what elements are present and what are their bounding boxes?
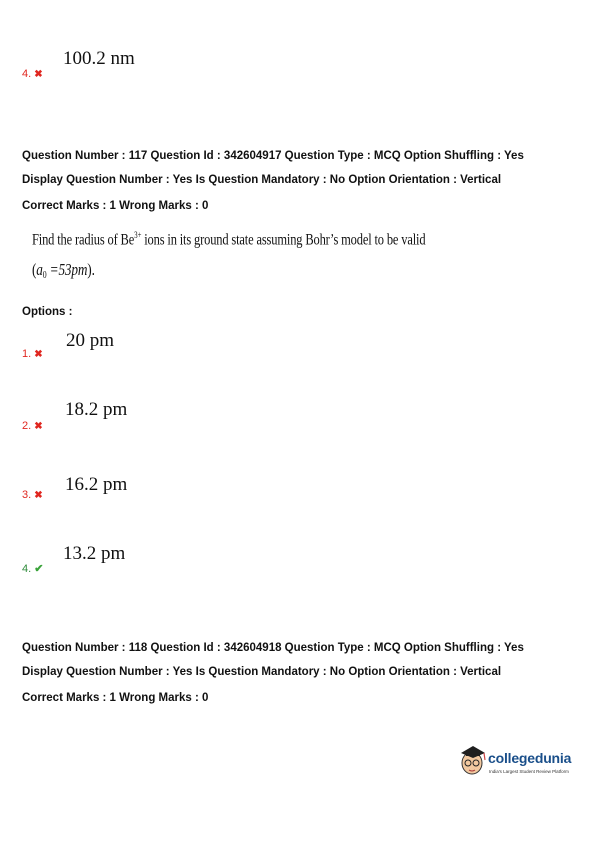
options-label: Options : [22,306,73,318]
cross-icon: ✖ [34,349,43,360]
option-number: 4. ✔ [22,563,44,575]
question-meta-line2: Display Question Number : Yes Is Question Mandatory : No Option Orientation : Vertical [22,666,502,678]
collegedunia-logo [458,744,573,780]
cross-icon: ✖ [34,490,43,501]
cross-icon: ✖ [34,421,43,432]
logo-name: collegedunia [488,750,572,766]
cross-icon: ✖ [34,69,43,80]
option-number: 3. ✖ [22,489,43,501]
option-number: 4. ✖ [22,68,43,80]
question-meta-line1: Question Number : 117 Question Id : 342604917 Question Type : MCQ Option Shuffling : Yes [22,150,524,162]
mascot-icon [458,744,488,778]
logo-tagline: India's Largest Student Review Platform [489,769,569,774]
check-icon: ✔ [34,563,44,575]
option-value: 20 pm [66,330,115,351]
option-value: 100.2 nm [63,48,135,69]
option-value: 16.2 pm [65,474,128,495]
question-meta-line2: Display Question Number : Yes Is Question Mandatory : No Option Orientation : Vertical [22,174,502,186]
question-meta-line1: Question Number : 118 Question Id : 342604918 Question Type : MCQ Option Shuffling : Yes [22,642,524,654]
option-value: 18.2 pm [65,399,128,420]
option-number: 2. ✖ [22,420,43,432]
option-value: 13.2 pm [63,543,126,564]
question-text: Find the radius of $Be^{3+}$ ions in its ground state assuming Bohr’s model to be valid [32,230,426,249]
option-number: 1. ✖ [22,348,43,360]
question-text-line2: $(a_0 =53pm)$. [32,260,95,281]
question-meta-line3: Correct Marks : 1 Wrong Marks : 0 [22,692,209,704]
question-meta-line3: Correct Marks : 1 Wrong Marks : 0 [22,200,209,212]
